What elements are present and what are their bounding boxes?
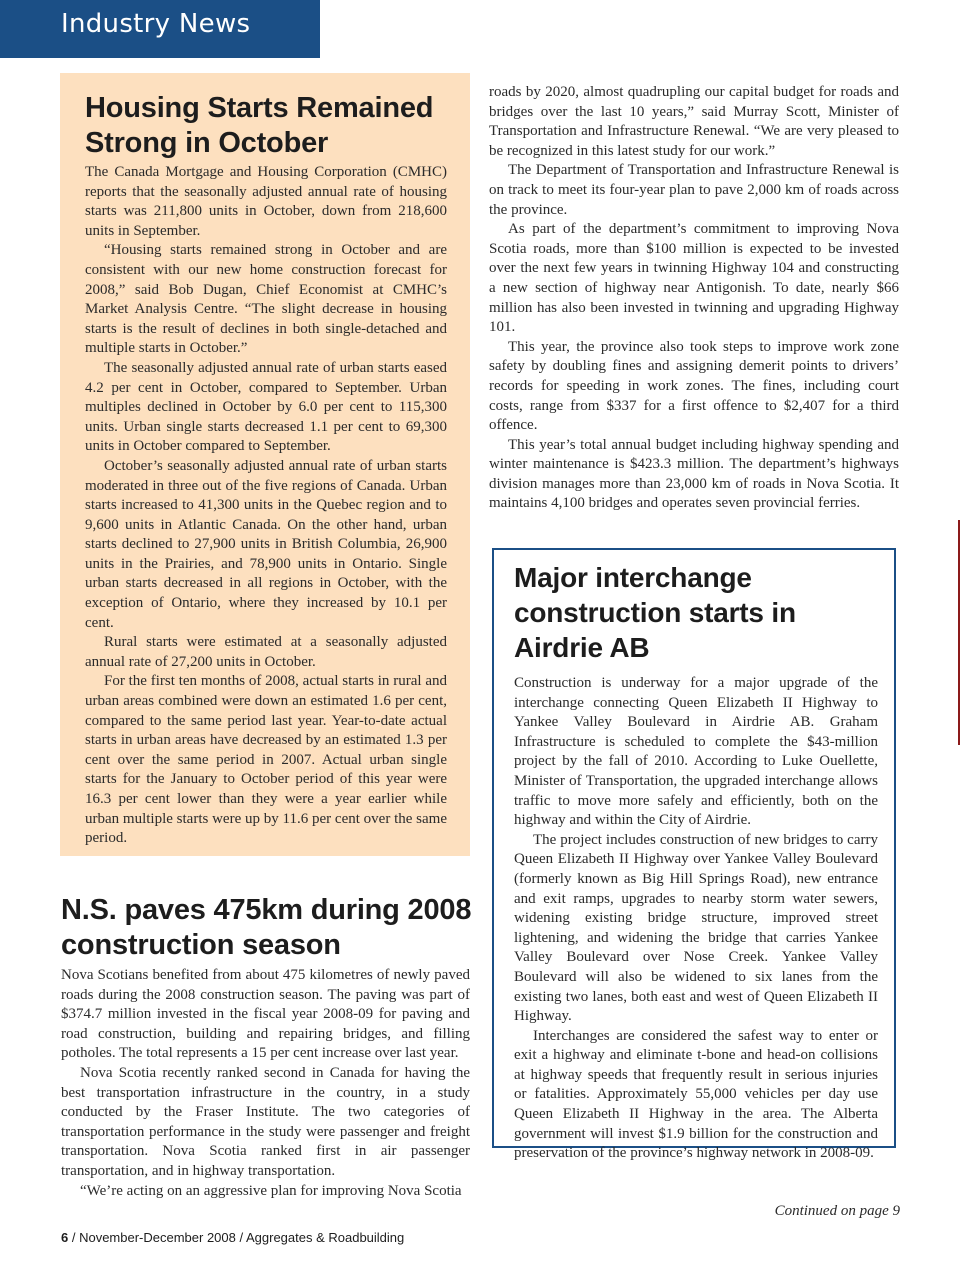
housing-paragraph: The Canada Mortgage and Housing Corporation (CMHC) reports that the seasonally adjusted annual rate of housing starts was 211,800 units in October, down from 218,600 units in September. [85, 164, 447, 239]
ns-paragraph: This year’s total annual budget including highway spending and winter maintenance is $423.3 million. The department’s highways division manages more than 23,000 km of roads in Nova Scotia. It maintains 4,100 bridges and operates seven provincial ferries. [489, 436, 899, 512]
housing-paragraph: Rural starts were estimated at a seasonally adjusted annual rate of 27,200 units in October. [85, 634, 447, 670]
page-folio [61, 1230, 404, 1245]
ns-body-left [61, 966, 470, 1201]
ns-paragraph: roads by 2020, almost quadrupling our capital budget for roads and bridges over the last 10 years,” said Murray Scott, Minister of Transportation and Infrastructure Renewal. “We are very pleased to be recognized in this latest study for our work.” [489, 84, 899, 159]
airdrie-article [492, 548, 896, 1162]
housing-paragraph: October’s seasonally adjusted annual rate of urban starts moderated in three out of the five regions of Canada. Urban starts increased to 41,300 units in the Quebec region and to 9,600 units in Atlantic Canada. On the other hand, urban starts declined to 27,900 units in British Columbia, 26,900 units in the Prairies, and 78,900 units in Ontario. Single urban starts decreased in all regions in October, with the exception of Ontario, where they increased by 10.1 per cent. [85, 457, 447, 631]
housing-body [85, 163, 447, 849]
airdrie-paragraph: Interchanges are considered the safest way to enter or exit a highway and eliminate t-bone and head-on collisions at highway speeds that frequently result in serious injuries or fatalities. Approximately 55,000 vehicles per day use Queen Elizabeth II Highway in the area. The Alberta government will invest $1.9 billion for the construction and preservation of the province’s highway network in 2008-09. [514, 1027, 878, 1162]
ns-headline: N.S. paves 475km during 2008 construction season [61, 894, 472, 961]
housing-headline: Housing Starts Remained Strong in October [85, 92, 434, 159]
ns-paragraph: Nova Scotians benefited from about 475 kilometres of newly paved roads during the 2008 construction season. The paving was part of $374.7 million invested in the fiscal year 2008-09 for paving and road construction, building and repairing bridges, and filling potholes. The total represents a 15 per cent increase over last year. [61, 967, 470, 1062]
airdrie-paragraph: Construction is underway for a major upgrade of the interchange connecting Queen Elizabeth II Highway to Yankee Valley Boulevard in Airdrie AB. Graham Infrastructure is scheduled to complete the $43-million project by the fall of 2010. According to Luke Ouellette, Minister of Transportation, the upgraded interchange allows traffic to move more safely and efficiently, both on the highway and within the City of Airdrie. [514, 675, 878, 829]
housing-paragraph: The seasonally adjusted annual rate of urban starts eased 4.2 per cent in October, compared to September. Urban multiples declined in October by 6.0 per cent to 115,300 units. Urban single starts decreased 1.1 per cent to 69,300 units in October compared to September. [85, 359, 447, 455]
airdrie-headline: Major interchange construction starts in Airdrie AB [514, 562, 796, 663]
ns-paragraph: “We’re acting on an aggressive plan for improving Nova Scotia [80, 1182, 462, 1199]
housing-article [60, 73, 470, 856]
housing-paragraph: For the first ten months of 2008, actual starts in rural and urban areas combined were down an estimated 1.6 per cent, compared to the same period last year. Year-to-date actual starts in urban areas have decreased by an estimated 1.3 per cent over the same period in 2007. Actual urban single starts for the January to October period of this year were 16.3 per cent lower than they were a year earlier while urban multiple starts were up by 11.6 per cent over the same period. [85, 673, 447, 847]
ns-paragraph: This year, the province also took steps to improve work zone safety by doubling fines and assigning demerit points to drivers’ records for speeding in work zones. The fines, including court costs, range from $337 for a first offence to $2,407 for a third offence. [489, 338, 899, 434]
folio-text: / November-December 2008 / Aggregates & Roadbuilding [68, 1230, 405, 1245]
ns-body-right [489, 83, 899, 514]
continued-link[interactable]: Continued on page 9 [774, 1203, 900, 1219]
ns-paragraph: Nova Scotia recently ranked second in Canada for having the best transportation infrastructure in the country, in a study conducted by the Fraser Institute. The two categories of transportation performance in the study were passenger and freight transportation. Nova Scotia ranked first in air passenger transportation, and in highway transportation. [61, 1064, 470, 1179]
ns-paragraph: The Department of Transportation and Infrastructure Renewal is on track to meet its four-year plan to pave 2,000 km of roads across the province. [489, 162, 899, 218]
airdrie-paragraph: The project includes construction of new bridges to carry Queen Elizabeth II Highway over Yankee Valley Boulevard (formerly known as Big Hill Springs Road), new entrance and exit ramps, upgrades to nearby storm water sewers, widening existing bridge structure, improved street lightening, and widening the bridge that carries Yankee Valley Boulevard over Nose Creek. Yankee Valley Boulevard will also be widened to six lanes from the existing two lanes, both east and west of Queen Elizabeth II Highway. [514, 831, 878, 1025]
airdrie-body [514, 674, 878, 1164]
section-title: Industry News [61, 9, 251, 39]
section-banner [0, 0, 320, 58]
housing-paragraph: “Housing starts remained strong in October and are consistent with our new home construction forecast for 2008,” said Bob Dugan, Chief Economist at CMHC’s Market Analysis Centre. “The slight decrease in housing starts is the result of declines in both single-detached and multiple starts in October.” [85, 242, 447, 357]
ns-paragraph: As part of the department’s commitment to improving Nova Scotia roads, more than $100 million is expected to be invested over the next few years in twinning Highway 104 and constructing a new section of highway near Antigonish. To date, nearly $66 million has also been invested in twinning and upgrading Highway 101. [489, 221, 899, 336]
page-number: 6 [61, 1230, 69, 1245]
